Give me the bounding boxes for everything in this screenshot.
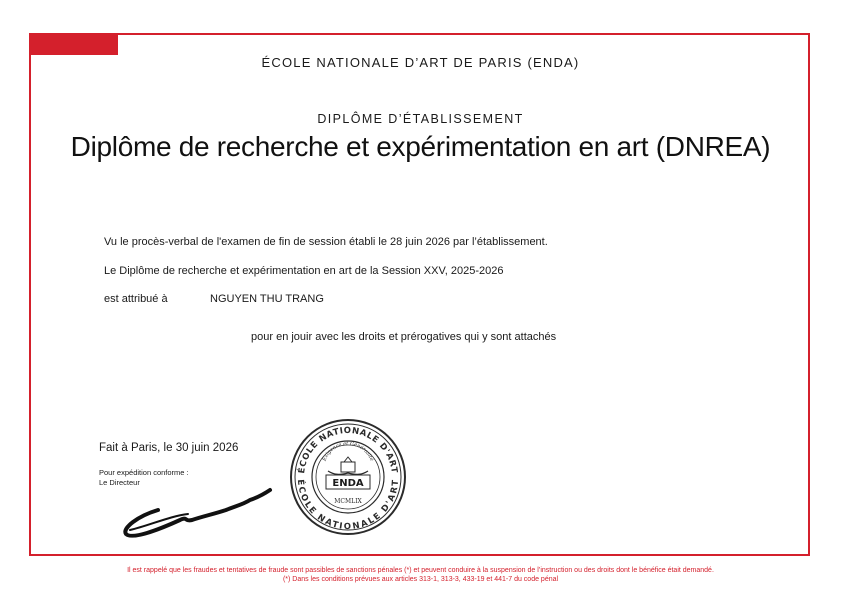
seal-acronym: ENDA — [332, 478, 364, 489]
legal-reference: (*) Dans les conditions prévues aux articles 313-1, 313-3, 433-19 et 441-7 du code pénal — [282, 576, 559, 583]
seal-top-text: ÉCOLE NATIONALE D'ART — [297, 425, 399, 475]
rights-line: pour en jouir avec les droits et prérogatives qui y sont attachés — [251, 331, 557, 343]
seal-bottom-text: ÉCOLE NATIONALE D'ART — [294, 479, 402, 533]
red-corner-tab — [29, 33, 118, 55]
school-name: ÉCOLE NATIONALE D’ART DE PARIS (ENDA) — [261, 55, 580, 70]
exam-record-line: Vu le procès-verbal de l'examen de fin de session établi le 28 juin 2026 par l’établissement. — [104, 236, 548, 248]
place-date: Fait à Paris, le 30 juin 2026 — [99, 442, 239, 454]
signatory-title: Le Directeur — [99, 478, 140, 487]
seal-year: MCMLIX — [334, 498, 362, 505]
diploma-session-line: Le Diplôme de recherche et expérimentation en art de la Session XXV, 2025-2026 — [104, 265, 504, 277]
recipient-name: NGUYEN THU TRANG — [210, 293, 324, 305]
diploma-kind: DIPLÔME D’ÉTABLISSEMENT — [317, 112, 524, 126]
director-signature — [118, 486, 278, 542]
diploma-title: Diplôme de recherche et expérimentation en art (DNREA) — [70, 131, 771, 162]
awarded-label: est attribué à — [104, 293, 168, 305]
school-seal — [288, 417, 408, 537]
seal-motto: Exigence et Générosité — [321, 440, 375, 463]
fraud-notice: Il est rappelé que les fraudes et tentatives de fraude sont passibles de sanctions pénales (*) et peuvent conduire à la suspension de l’instruction ou des droits dont le bénéfice était demandé. — [127, 567, 714, 574]
certified-label: Pour expédition conforme : — [99, 468, 189, 477]
